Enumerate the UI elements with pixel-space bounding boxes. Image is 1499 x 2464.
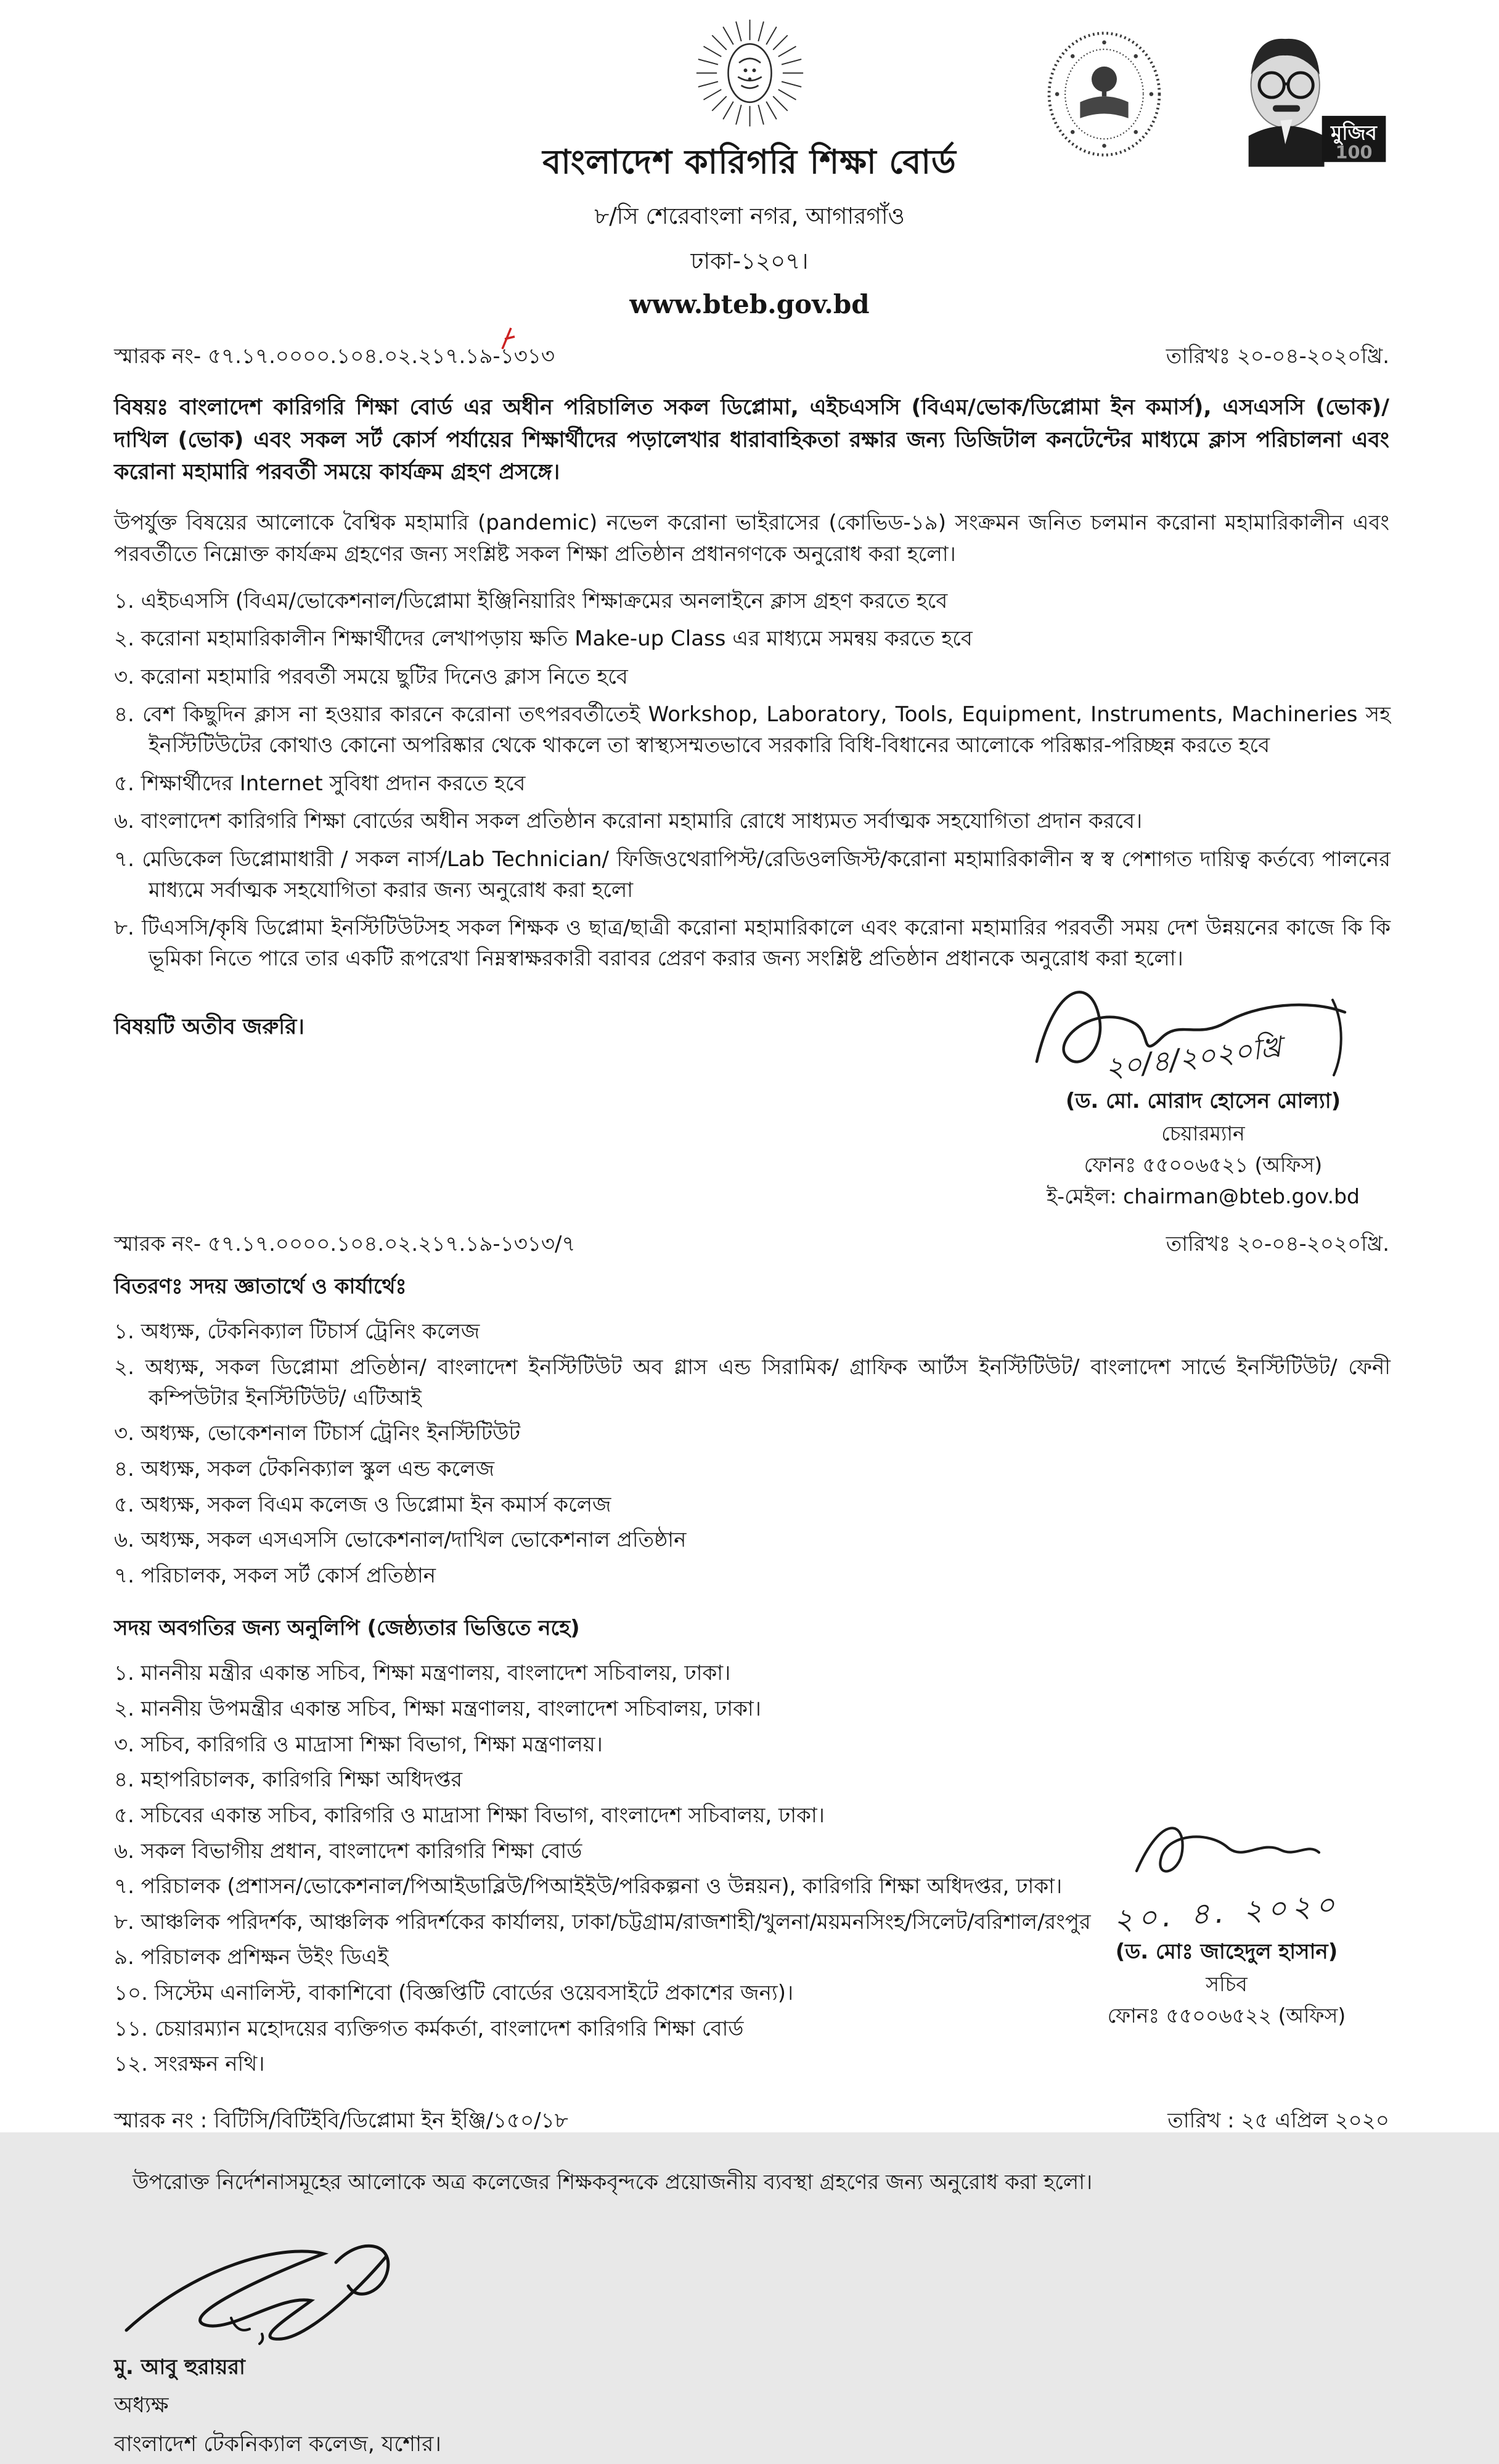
copy-item: ১১. চেয়ারম্যান মহোদয়ের ব্যক্তিগত কর্মকর্তা, বাংলাদেশ কারিগরি শিক্ষা বোর্ড xyxy=(114,2016,744,2041)
distribution-item: ৭. পরিচালক, সকল সর্ট কোর্স প্রতিষ্ঠান xyxy=(114,1563,436,1588)
mujib-logo-100: 100 xyxy=(1335,142,1373,163)
chairman-email: ই-মেইল: chairman@bteb.gov.bd xyxy=(1047,1184,1360,1209)
secretary-name: (ড. মোঃ জাহেদুল হাসান) xyxy=(1115,1939,1338,1964)
distribution-item: ১. অধ্যক্ষ, টেকনিক্যাল টিচার্স ট্রেনিং কলেজ xyxy=(114,1319,480,1345)
chairman-phone: ফোনঃ ৫৫০০৬৫২১ (অফিস) xyxy=(1084,1153,1323,1177)
copy-item: ২. মাননীয় উপমন্ত্রীর একান্ত সচিব, শিক্ষা মন্ত্রণালয়, বাংলাদেশ সচিবালয়, ঢাকা। xyxy=(114,1697,761,1722)
copy-item: ৯. পরিচালক প্রশিক্ষন উইং ডিএই xyxy=(114,1945,389,1970)
memo1-number-text: স্মারক নং- ৫৭.১৭.০০০০.১০৪.০২.২১৭.১৯-১৩১৩ xyxy=(114,344,555,369)
copies-list xyxy=(114,1658,1117,2080)
copies-heading: সদয় অবগতির জন্য অনুলিপি (জেষ্ঠ্যতার ভিত্তিতে নহে) xyxy=(114,1616,580,1641)
copy-item: ১. মাননীয় মন্ত্রীর একান্ত সচিব, শিক্ষা মন্ত্রণালয়, বাংলাদেশ সচিবালয়, ঢাকা। xyxy=(114,1661,731,1686)
memo2-date: তারিখঃ ২০-০৪-২০২০খ্রি. xyxy=(1166,1232,1389,1257)
directive-item: ৪. বেশ কিছুদিন ক্লাস না হওয়ার কারনে করোনা তৎপরবর্তীতেই Workshop, Laboratory, Tools, Equipment, Instruments, Machineries সহ ইনস্টিটিউটের কোথাও কোনো অপরিষ্কার থেকে থাকলে তা স্বাস্থ্যসম্মতভাবে সরকারি বিধি-বিধানের আলোকে পরিষ্কার-পরিচ্ছন্ন করতে হবে xyxy=(114,702,1391,758)
secretary-signature xyxy=(1048,1797,1405,1889)
copy-item: ৬. সকল বিভাগীয় প্রধান, বাংলাদেশ কারিগরি শিক্ষা বোর্ড xyxy=(114,1838,582,1864)
directive-item: ৮. টিএসসি/কৃষি ডিপ্লোমা ইনস্টিটিউটসহ সকল শিক্ষক ও ছাত্র/ছাত্রী করোনা মহামারিকালে এবং করোনা মহামারির পরবর্তী সময় দেশ উন্নয়নের কাজে কি কি ভূমিকা নিতে পারে তার একটি রূপরেখা নিম্নস্বাক্ষরকারী বরাবর প্রেরণ করার জন্য সংশ্লিষ্ট প্রতিষ্ঠান প্রধানকে অনুরোধ করা হলো। xyxy=(114,915,1391,971)
urgent-note: বিষয়টি অতীব জরুরি। xyxy=(114,1015,304,1040)
address-line-2: ঢাকা-১২০৭। xyxy=(690,248,809,274)
bteb-emblem-icon xyxy=(696,16,804,130)
copy-item: ১০. সিস্টেম এনালিস্ট, বাকাশিবো (বিজ্ঞপ্তিটি বোর্ডের ওয়েবসাইটে প্রকাশের জন্য)। xyxy=(114,1981,794,2006)
distribution-item: ৫. অধ্যক্ষ, সকল বিএম কলেজ ও ডিপ্লোমা ইন কমার্স কলেজ xyxy=(114,1492,611,1517)
distribution-list xyxy=(114,1317,1391,1591)
address-line-1: ৮/সি শেরেবাংলা নগর, আগারগাঁও xyxy=(594,203,905,229)
org-name: বাংলাদেশ কারিগরি শিক্ষা বোর্ড xyxy=(542,142,957,181)
chairman-title: চেয়ারম্যান xyxy=(1161,1121,1245,1146)
distribution-item: ৪. অধ্যক্ষ, সকল টেকনিক্যাল স্কুল এন্ড কলেজ xyxy=(114,1456,495,1481)
copies-section xyxy=(0,1612,1499,2080)
letterhead xyxy=(0,0,1499,319)
memo1-date: তারিখঃ ২০-০৪-২০২০খ্রি. xyxy=(1166,344,1389,369)
directive-item: ৩. করোনা মহামারি পরবর্তী সময়ে ছুটির দিনেও ক্লাস নিতে হবে xyxy=(114,664,628,689)
principal-signature-icon xyxy=(114,2225,459,2349)
subject-line: বিষয়ঃ বাংলাদেশ কারিগরি শিক্ষা বোর্ড এর অধীন পরিচালিত সকল ডিপ্লোমা, এইচএসসি (বিএম/ভোক/ডিপ্লোমা ইন কমার্স), এসএসসি (ভোক)/দাখিল (ভোক) এবং সকল সর্ট কোর্স পর্যায়ের শিক্ষার্থীদের পড়ালেখার ধারাবাহিকতা রক্ষার জন্য ডিজিটাল কনটেন্টের মাধ্যমে ক্লাস পরিচালনা এবং করোনা মহামারি পরবর্তী সময়ে কার্যক্রম গ্রহণ প্রসঙ্গে। xyxy=(114,395,1389,485)
copy-item: ৪. মহাপরিচালক, কারিগরি শিক্ষা অধিদপ্তর xyxy=(114,1767,463,1793)
copy-item: ৩. সচিব, কারিগরি ও মাদ্রাসা শিক্ষা বিভাগ, শিক্ষা মন্ত্রণালয়। xyxy=(114,1732,603,1757)
secretary-block xyxy=(1048,1797,1405,2031)
memo3-date: তারিখ : ২৫ এপ্রিল ২০২০ xyxy=(1167,2108,1389,2133)
copy-item: ৭. পরিচালক (প্রশাসন/ভোকেশনাল/পিআইডাব্লিউ/পিআইইউ/পরিকল্পনা ও উন্নয়ন), কারিগরি শিক্ষা অধিদপ্তর, ঢাকা। xyxy=(114,1874,1063,1899)
mujib-100-logo-icon xyxy=(1211,26,1395,174)
chairman-name: (ড. মো. মোরাদ হোসেন মোল্যা) xyxy=(1065,1089,1341,1114)
secretary-signature-icon xyxy=(1122,1797,1331,1889)
copy-item: ৫. সচিবের একান্ত সচিব, কারিগরি ও মাদ্রাসা শিক্ষা বিভাগ, বাংলাদেশ সচিবালয়, ঢাকা। xyxy=(114,1803,825,1828)
directives-list xyxy=(114,586,1391,975)
red-tick-icon xyxy=(496,324,522,353)
directive-item: ১. এইচএসসি (বিএম/ভোকেশনাল/ডিপ্লোমা ইঞ্জিনিয়ারিং শিক্ষাক্রমের অনলাইনে ক্লাস গ্রহণ করতে হবে xyxy=(114,588,948,613)
directive-item: ৫. শিক্ষার্থীদের Internet সুবিধা প্রদান করতে হবে xyxy=(114,771,526,796)
secretary-phone: ফোনঃ ৫৫০০৬৫২২ (অফিস) xyxy=(1107,2003,1346,2028)
chairman-block xyxy=(1000,963,1407,1212)
mujib-logo-text: মুজিব xyxy=(1331,121,1377,145)
copy-item: ১২. সংরক্ষন নথি। xyxy=(114,2052,265,2077)
directive-item: ৭. মেডিকেল ডিপ্লোমাধারী / সকল নার্স/Lab Technician/ ফিজিওথেরাপিস্ট/রেডিওলজিস্ট/করোনা মহামারিকালীন স্ব স্ব পেশাগত দায়িত্ব কর্তব্যে পালনের মাধ্যমে সর্বাত্মক সহযোগিতা করার জন্য অনুরোধ করা হলো xyxy=(114,846,1391,903)
memo-row-3 xyxy=(0,2105,1499,2140)
header-logos xyxy=(1041,26,1395,174)
closing-paragraph: উপরোক্ত নির্দেশনাসমূহের আলোকে অত্র কলেজের শিক্ষকবৃন্দকে প্রয়োজনীয় ব্যবস্থা গ্রহণের জন্য অনুরোধ করা হলো। xyxy=(133,2169,1093,2195)
principal-title: অধ্যক্ষ xyxy=(114,2393,169,2418)
distribution-item: ২. অধ্যক্ষ, সকল ডিপ্লোমা প্রতিষ্ঠান/ বাংলাদেশ ইনস্টিটিউট অব গ্লাস এন্ড সিরামিক/ গ্রাফিক আর্টস ইনস্টিটিউট/ বাংলাদেশ সার্ভে ইনস্টিটিউট/ ফেনী কম্পিউটার ইনস্টিটিউট/ এটিআই xyxy=(114,1355,1391,1410)
chairman-handwritten-date: ২০/৪/২০২০খ্রি xyxy=(1103,1030,1283,1085)
chairman-signature xyxy=(1000,963,1407,1085)
secretary-title: সচিব xyxy=(1206,1971,1248,1996)
memo3-number: স্মারক নং : বিটিসি/বিটিইবি/ডিপ্লোমা ইন ইঞ্জি/১৫০/১৮ xyxy=(114,2108,568,2133)
memo-row-2 xyxy=(0,1228,1499,1263)
intro-paragraph: উপর্যুক্ত বিষয়ের আলোকে বৈশ্বিক মহামারি (pandemic) নভেল করোনা ভাইরাসের (কোভিড-১৯) সংক্রমন জনিত চলমান করোনা মহামারিকালীন এবং পরবর্তীতে নিম্নোক্ত কার্যক্রম গ্রহণের জন্য সংশ্লিষ্ট সকল শিক্ষা প্রতিষ্ঠান প্রধানগণকে অনুরোধ করা হলো। xyxy=(114,510,1389,567)
distribution-item: ৬. অধ্যক্ষ, সকল এসএসসি ভোকেশনাল/দাখিল ভোকেশনাল প্রতিষ্ঠান xyxy=(114,1528,687,1553)
memo2-number: স্মারক নং- ৫৭.১৭.০০০০.১০৪.০২.২১৭.১৯-১৩১৩/৭ xyxy=(114,1232,576,1257)
board-seal-icon xyxy=(1041,26,1167,165)
principal-block xyxy=(114,2225,1499,2464)
secretary-handwritten-date: ২০. ৪. ২০২০ xyxy=(1112,1887,1341,1938)
website-url: www.bteb.gov.bd xyxy=(629,289,870,319)
principal-org: বাংলাদেশ টেকনিক্যাল কলেজ, যশোর। xyxy=(114,2432,441,2457)
memo1-number xyxy=(114,340,555,375)
copy-item: ৮. আঞ্চলিক পরিদর্শক, আঞ্চলিক পরিদর্শকের কার্যালয়, ঢাকা/চট্টগ্রাম/রাজশাহী/খুলনা/ময়মনসিংহ/সিলেট/বরিশাল/রংপুর xyxy=(114,1909,1091,1934)
principal-name: মু. আবু হুরায়রা xyxy=(114,2354,245,2380)
chairman-signature-row xyxy=(0,981,1499,1212)
memo-row-1 xyxy=(0,340,1499,375)
directive-item: ৬. বাংলাদেশ কারিগরি শিক্ষা বোর্ডের অধীন সকল প্রতিষ্ঠান করোনা মহামারি রোধে সাধ্যমত সর্বাত্মক সহযোগিতা প্রদান করবে। xyxy=(114,809,1143,834)
distribution-heading: বিতরণঃ সদয় জ্ঞাতার্থে ও কার্যার্থেঃ xyxy=(114,1274,407,1300)
distribution-item: ৩. অধ্যক্ষ, ভোকেশনাল টিচার্স ট্রেনিং ইনস্টিটিউট xyxy=(114,1421,521,1446)
directive-item: ২. করোনা মহামারিকালীন শিক্ষার্থীদের লেখাপড়ায় ক্ষতি Make-up Class এর মাধ্যমে সমন্বয় করতে হবে xyxy=(114,626,973,652)
